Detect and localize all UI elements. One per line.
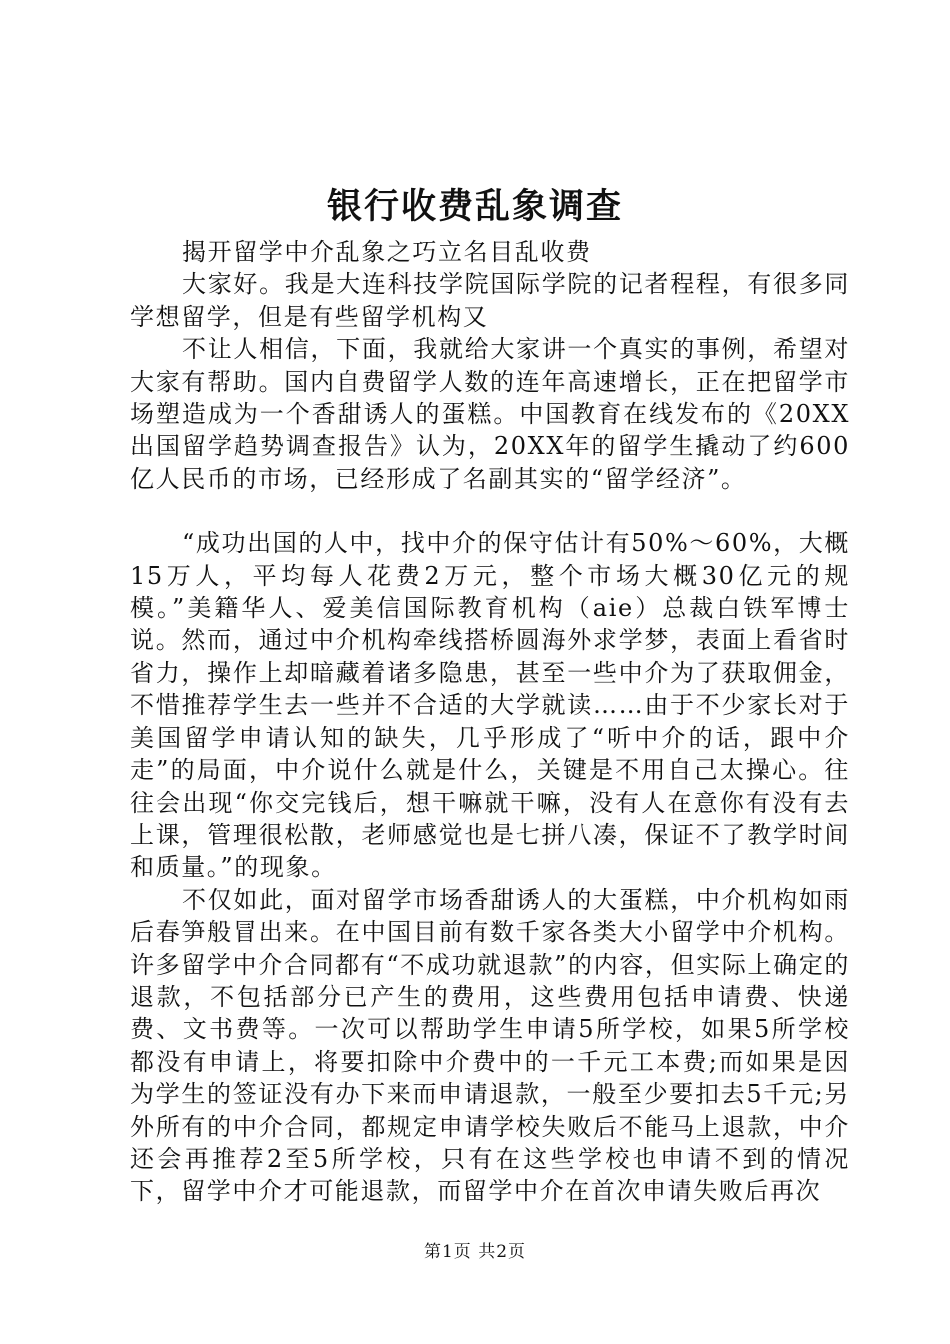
page-number-footer: 第1页 共2页	[423, 1242, 527, 1262]
paragraph-subtitle: 揭开留学中介乱象之巧立名目乱收费	[182, 238, 592, 266]
paragraph-refund: 不仅如此，面对留学市场香甜诱人的大蛋糕，中介机构如雨后春笋般冒出来。在中国目前有数千家各类大小留学中介机构。许多留学中介合同都有“不成功就退款”的内容，但实际上确定的退款，不包括部分已产生的费用，这些费用包括申请费、快递费、文书费等。一次可以帮助学生申请5所学校，如果5所学校都没有申请上，将要扣除中介费中的一千元工本费;而如果是因为学生的签证没有办下来而申请退款，一般至少要扣去5千元;另外所有的中介合同，都规定申请学校失败后不能马上退款，中介还会再推荐2至5所学校，只有在这些学校也申请不到的情况下，留学中介才可能退款，而留学中介在首次申请失败后再次	[130, 885, 850, 1206]
document-body	[130, 236, 850, 1208]
page-title: 银行收费乱象调查	[326, 186, 623, 227]
paragraph-market: 不让人相信，下面，我就给大家讲一个真实的事例，希望对大家有帮助。国内自费留学人数的连年高速增长，正在把留学市场塑造成为一个香甜诱人的蛋糕。中国教育在线发布的《20XX出国留学趋势调查报告》认为，20XX年的留学生撬动了约600亿人民币的市场，已经形成了名副其实的“留学经济”。	[130, 335, 850, 493]
paragraph-intro: 大家好。我是大连科技学院国际学院的记者程程，有很多同学想留学，但是有些留学机构又	[130, 270, 850, 331]
paragraph-agency-quote: “成功出国的人中，找中介的保守估计有50%～60%，大概15万人，平均每人花费2万元，整个市场大概30亿元的规模。”美籍华人、爱美信国际教育机构（aie）总裁白铁军博士说。然而，通过中介机构牵线搭桥圆海外求学梦，表面上看省时省力，操作上却暗藏着诸多隐患，甚至一些中介为了获取佣金，不惜推荐学生去一些并不合适的大学就读……由于不少家长对于美国留学申请认知的缺失，几乎形成了“听中介的话，跟中介走”的局面，中介说什么就是什么，关键是不用自己太操心。往往会出现“你交完钱后，想干嘛就干嘛，没有人在意你有没有去上课，管理很松散，老师感觉也是七拼八凑，保证不了教学时间和质量。”的现象。	[130, 529, 850, 882]
